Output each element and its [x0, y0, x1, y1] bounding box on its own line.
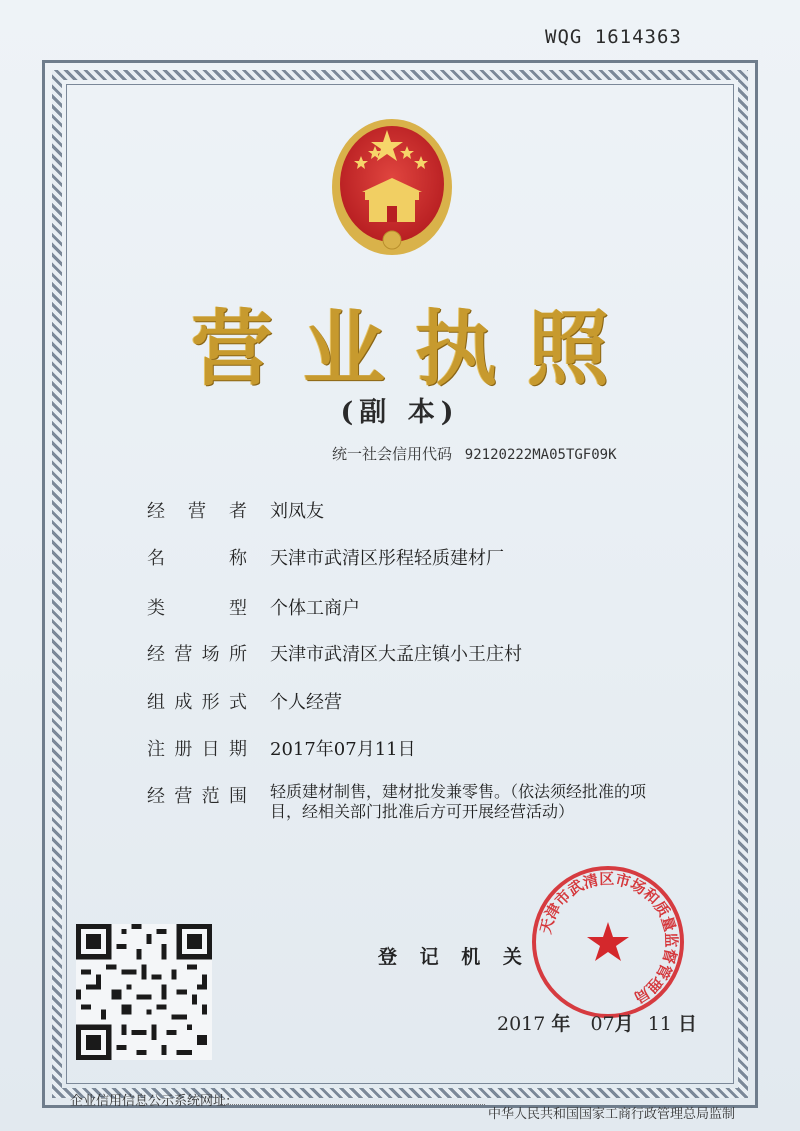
- field-value: 轻质建材制售，建材批发兼零售。（依法须经批准的项目，经相关部门批准后方可开展经营活动）: [270, 782, 647, 821]
- issue-date-day-unit: 日: [677, 1013, 697, 1035]
- footer-issuer: 中华人民共和国国家工商行政管理总局监制: [488, 1107, 736, 1122]
- field-business-scope: [147, 782, 647, 821]
- page-title: 营业执照: [190, 301, 639, 397]
- field-value: 个体工商户: [270, 598, 360, 619]
- field-label: 经营场所: [147, 644, 247, 665]
- field-label: 经营者: [147, 501, 247, 522]
- issue-date-year-unit: 年: [551, 1013, 571, 1035]
- page-subtitle: (副 本): [340, 397, 460, 428]
- field-label: 经营范围: [147, 786, 247, 807]
- field-composition: [147, 688, 342, 714]
- credit-code-line: [332, 443, 617, 464]
- field-label: 注册日期: [147, 739, 247, 760]
- credit-code-label: 统一社会信用代码: [332, 445, 453, 463]
- issue-date-month-unit: 月: [614, 1013, 634, 1035]
- field-value: 2017年07月11日: [270, 739, 416, 760]
- issue-date-year: 2017: [497, 1013, 546, 1035]
- field-label: 组成形式: [147, 692, 247, 713]
- footer-dots: [220, 1104, 485, 1105]
- official-seal-icon: [528, 862, 688, 1022]
- qr-code-icon: [76, 924, 212, 1060]
- field-value: 个人经营: [270, 692, 342, 713]
- national-emblem-icon: [327, 112, 457, 262]
- issue-date-day: 11: [647, 1013, 672, 1035]
- seal-text: 天津市武清区市场和质量监督管理局: [536, 869, 681, 1007]
- field-label: 类型: [147, 598, 247, 619]
- field-value: 天津市武清区彤程轻质建材厂: [270, 548, 504, 569]
- field-operator: [147, 497, 324, 523]
- field-type: [147, 594, 360, 620]
- field-label: 名称: [147, 548, 247, 569]
- registration-authority-label: 登 记 机 关: [378, 946, 530, 968]
- issue-date-month: 07: [590, 1013, 615, 1035]
- serial-number: WQG 1614363: [545, 26, 682, 48]
- field-registration-date: [147, 735, 416, 761]
- issue-date: [497, 1009, 697, 1036]
- field-business-address: [147, 640, 522, 666]
- field-name: [147, 544, 504, 570]
- footer-website-label: 企业信用信息公示系统网址:: [70, 1094, 231, 1109]
- field-value: 刘凤友: [270, 501, 324, 522]
- field-value: 天津市武清区大孟庄镇小王庄村: [270, 644, 522, 665]
- credit-code-value: 92120222MA05TGF09K: [464, 447, 617, 463]
